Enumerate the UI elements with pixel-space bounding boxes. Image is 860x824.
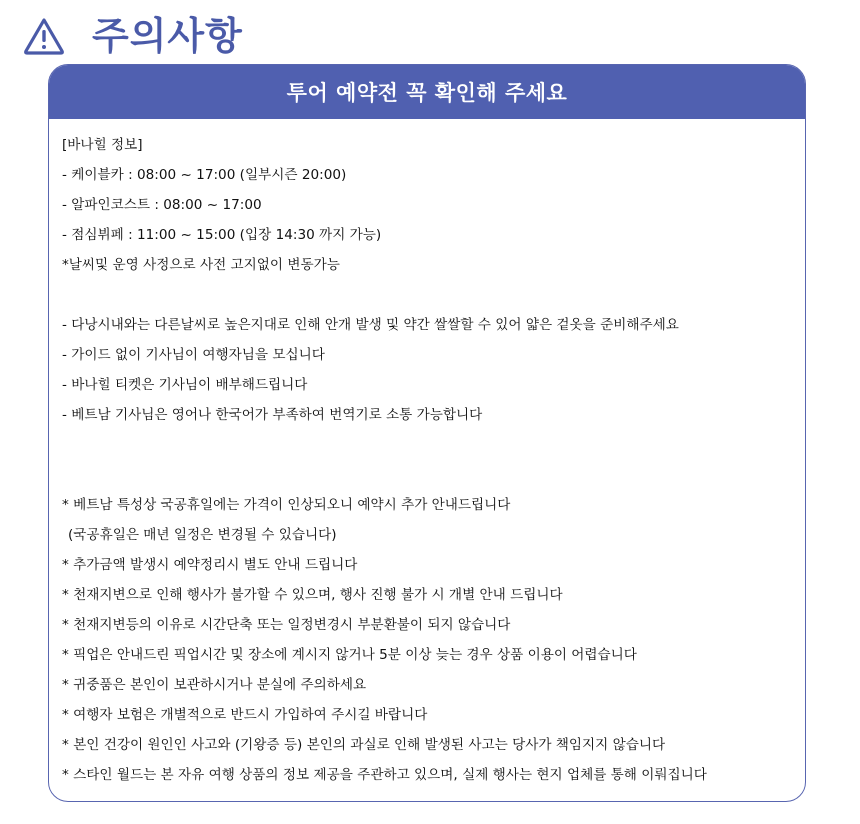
notice-line: * 천재지변등의 이유로 시간단축 또는 일정변경시 부분환불이 되지 않습니다: [62, 617, 511, 633]
notice-line: - 바나힐 티켓은 기사님이 배부해드립니다: [62, 377, 308, 393]
notice-line: - 베트남 기사님은 영어나 한국어가 부족하여 번역기로 소통 가능합니다: [62, 407, 483, 423]
notice-line: * 천재지변으로 인해 행사가 불가할 수 있으며, 행사 진행 불가 시 개별 안내 드립니다: [62, 587, 563, 603]
notice-line: * 픽업은 안내드린 픽업시간 및 장소에 계시지 않거나 5분 이상 늦는 경우 상품 이용이 어렵습니다: [62, 647, 637, 663]
notice-line: - 다낭시내와는 다른날씨로 높은지대로 인해 안개 발생 및 약간 쌀쌀할 수 있어 얇은 겉옷을 준비해주세요: [62, 317, 679, 333]
notice-card: [48, 64, 806, 802]
policy-section: [62, 490, 805, 790]
notice-line: (국공휴일은 매년 일정은 변경될 수 있습니다): [68, 527, 337, 543]
notice-banner: 투어 예약전 꼭 확인해 주세요: [49, 65, 805, 119]
banahill-info-section: [62, 130, 805, 280]
notice-line: * 본인 건강이 원인인 사고와 (기왕증 등) 본인의 과실로 인해 발생된 사고는 당사가 책임지지 않습니다: [62, 737, 666, 753]
notice-line: - 가이드 없이 기사님이 여행자님을 모십니다: [62, 347, 325, 363]
notice-line: - 케이블카 : 08:00 ~ 17:00 (일부시즌 20:00): [62, 167, 347, 183]
warning-icon: [22, 14, 66, 58]
notice-line: * 추가금액 발생시 예약정리시 별도 안내 드립니다: [62, 557, 358, 573]
notice-line: [바나힐 정보]: [62, 137, 143, 153]
page-header: [22, 10, 243, 62]
notice-line: * 여행자 보험은 개별적으로 반드시 가입하여 주시길 바랍니다: [62, 707, 428, 723]
section-spacer: [62, 430, 805, 490]
tour-guide-section: [62, 310, 805, 430]
notice-line: * 베트남 특성상 국공휴일에는 가격이 인상되오니 예약시 추가 안내드립니다: [62, 497, 511, 513]
notice-line: - 알파인코스트 : 08:00 ~ 17:00: [62, 197, 262, 213]
notice-line: *날씨및 운영 사정으로 사전 고지없이 변동가능: [62, 257, 340, 273]
notice-line: * 귀중품은 본인이 보관하시거나 분실에 주의하세요: [62, 677, 367, 693]
section-spacer: [62, 280, 805, 310]
notice-body: [49, 119, 805, 790]
page-title: 주의사항: [92, 14, 243, 58]
notice-line: - 점심뷔페 : 11:00 ~ 15:00 (입장 14:30 까지 가능): [62, 227, 382, 243]
notice-line: * 스타인 월드는 본 자유 여행 상품의 정보 제공을 주관하고 있으며, 실제 행사는 현지 업체를 통해 이뤄집니다: [62, 767, 707, 783]
